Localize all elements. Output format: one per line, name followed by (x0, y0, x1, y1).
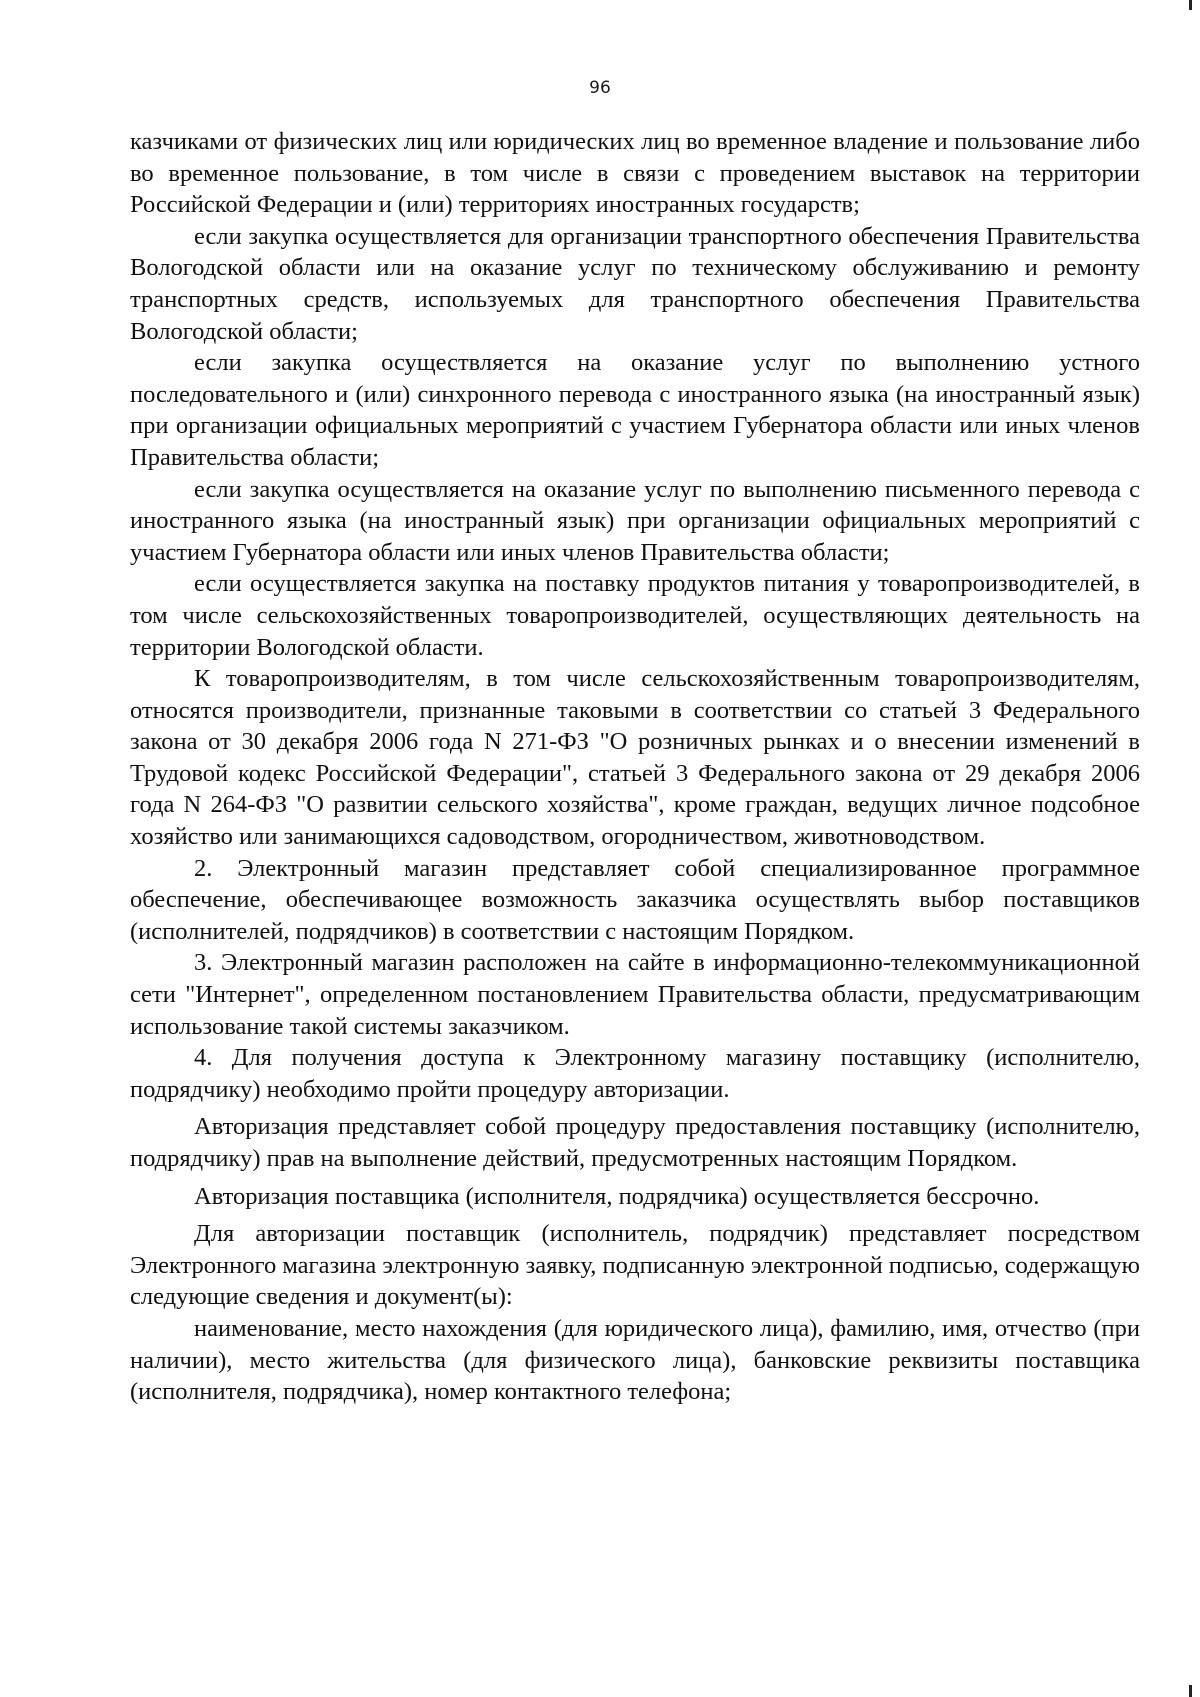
scan-edge-mark-top (1189, 0, 1192, 10)
paragraph-item-2: 2. Электронный магазин представляет собой специализированное программное обеспечение, обеспечивающее возможность заказчика осуществлять выбор поставщиков (исполнителей, подрядчиков) в соответствии с настоящим Порядком. (130, 854, 1140, 945)
paragraph-authorization-request: Для авторизации поставщик (исполнитель, подрядчик) представляет посредством Электронного магазина электронную заявку, подписанную электронной подписью, содержащую следующие сведения и документ(ы): (130, 1220, 1140, 1311)
paragraph-item-4: 4. Для получения доступа к Электронному магазину поставщику (исполнителю, подрядчику) необходимо пройти процедуру авторизации. (130, 1044, 1140, 1103)
paragraph-written-translation: если закупка осуществляется на оказание услуг по выполнению письменного перевода с иностранного языка (на иностранный язык) при организации официальных мероприятий с участием Губернатора области или иных членов Правительства области; (130, 475, 1140, 566)
paragraph-oral-translation: если закупка осуществляется на оказание услуг по выполнению устного последовательного и (или) синхронного перевода с иностранного языка (на иностранный язык) при организации официальных мероприятий с участием Губернатора области или иных членов Правительства области; (130, 349, 1140, 471)
paragraph-food-products: если осуществляется закупка на поставку продуктов питания у товаропроизводителей, в том числе сельскохозяйственных товаропроизводителей, осуществляющих деятельность на территории Вологодской области. (130, 570, 1140, 661)
page-number: 96 (589, 78, 611, 98)
paragraph-authorization-definition: Авторизация представляет собой процедуру предоставления поставщику (исполнителю, подрядчику) прав на выполнение действий, предусмотренных настоящим Порядком. (130, 1113, 1140, 1172)
document-body (130, 126, 1140, 1408)
paragraph-item-3: 3. Электронный магазин расположен на сайте в информационно-телекоммуникационной сети "Интернет", определенном постановлением Правительства области, предусматривающим использование такой системы заказчиком. (130, 949, 1140, 1040)
paragraph-request-details: наименование, место нахождения (для юридического лица), фамилию, имя, отчество (при наличии), место жительства (для физического лица), банковские реквизиты поставщика (исполнителя, подрядчика), номер контактного телефона; (130, 1314, 1140, 1406)
paragraph-producers: К товаропроизводителям, в том числе сельскохозяйственным товаропроизводителям, относятся производители, признанные таковыми в соответствии со статьей 3 Федерального закона от 30 декабря 2006 года N 271-ФЗ "О розничных рынках и о внесении изменений в Трудовой кодекс Российской Федерации", статьей 3 Федерального закона от 29 декабря 2006 года N 264-ФЗ "О развитии сельского хозяйства", кроме граждан, ведущих личное подсобное хозяйство или занимающихся садоводством, огородничеством, животноводством. (130, 665, 1140, 851)
scan-edge-mark-bottom (1189, 1685, 1192, 1697)
paragraph-transport: если закупка осуществляется для организации транспортного обеспечения Правительства Вологодской области или на оказание услуг по техническому обслуживанию и ремонту транспортных средств, используемых для транспортного обеспечения Правительства Вологодской области; (130, 222, 1140, 345)
paragraph-authorization-term: Авторизация поставщика (исполнителя, подрядчика) осуществляется бессрочно. (194, 1182, 1040, 1210)
paragraph-continuation: казчиками от физических лиц или юридических лиц во временное владение и пользование либо во временное пользование, в том числе в связи с проведением выставок на территории Российской Федерации и (или) территориях иностранных государств; (130, 128, 1140, 219)
